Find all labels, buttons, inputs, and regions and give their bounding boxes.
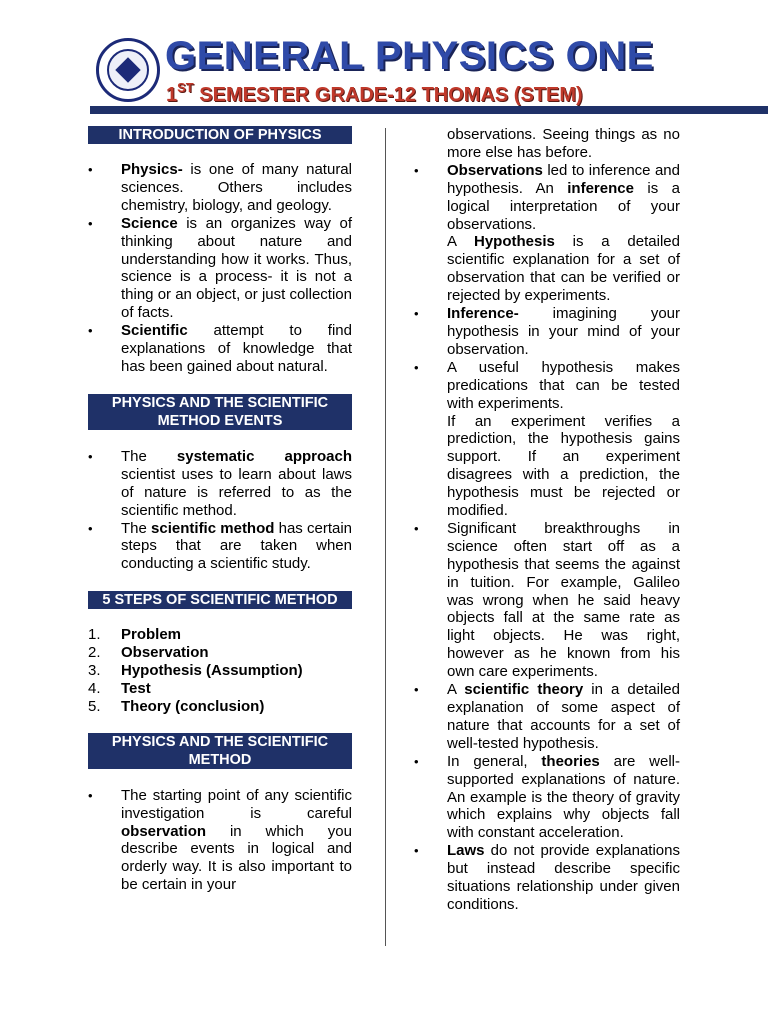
list-item: [88, 448, 352, 520]
term-text: attempt to find explanations of knowledge that has been gained about natural.: [121, 322, 352, 375]
term-text: in which you describe events in logical and orderly way. It is also important to be certain in your: [121, 822, 352, 894]
left-column: [88, 126, 352, 894]
continued-text: observations. Seeing things as no more else has before.: [447, 126, 680, 161]
list-item: [88, 520, 352, 574]
step-label: Test: [121, 679, 151, 697]
term-bold: Science: [121, 214, 178, 232]
document-subtitle: [166, 76, 583, 107]
section-heading-method: PHYSICS AND THE SCIENTIFIC METHOD: [88, 733, 352, 769]
subtitle-superscript: ST: [177, 80, 194, 95]
right-list-a: [414, 162, 680, 234]
list-item: [414, 681, 680, 753]
term-text: is one of many natural sciences. Others includes chemistry, biology, and geology.: [121, 161, 352, 214]
step-label: Observation: [121, 644, 209, 662]
term-bold: Scientific: [121, 322, 188, 340]
term-text: is an organizes way of thinking about nature and understanding how it works. Thus, science is a process- it is not a thing or an object, or just collection of facts.: [121, 214, 352, 322]
item-pre: The: [121, 519, 152, 537]
list-item: [414, 753, 680, 843]
term-bold: Hypothesis: [473, 233, 555, 251]
list-item: [414, 842, 680, 914]
term-text: has certain steps that are taken when conducting a scientific study.: [121, 519, 353, 573]
step-item: [88, 626, 352, 644]
item-pre: A: [447, 681, 465, 699]
term-text: scientist uses to learn about laws of nature is referred to as the scientific method.: [121, 465, 352, 519]
school-seal-logo: [96, 38, 160, 102]
right-list-b: [414, 305, 680, 412]
list-item: [88, 161, 352, 215]
method-list: [88, 787, 352, 894]
right-list-c: [414, 520, 680, 914]
list-item: [414, 520, 680, 681]
step-number: 1.: [88, 626, 101, 644]
term-text: do not provide explanations but instead describe specific situations relationship under given conditions.: [447, 842, 680, 913]
step-label: Theory (conclusion): [121, 697, 265, 715]
section-heading-intro: INTRODUCTION OF PHYSICS: [88, 126, 352, 144]
list-item: [88, 322, 352, 376]
list-item: [88, 787, 352, 894]
events-list: [88, 448, 352, 573]
term-bold: Physics-: [121, 161, 183, 178]
term-bold: Inference-: [447, 305, 519, 323]
term-bold: inference: [567, 179, 634, 197]
term-text: led to inference and hypothesis. An: [447, 161, 680, 197]
header-rule: [90, 106, 768, 114]
step-number: 3.: [88, 662, 101, 680]
list-item: [414, 162, 680, 234]
item-pre: The: [121, 447, 177, 465]
step-item: [88, 698, 352, 716]
steps-list: [88, 626, 352, 716]
item-pre: The starting point of any scientific investigation is careful: [121, 786, 352, 822]
seal-emblem-icon: [115, 57, 140, 82]
step-number: 4.: [88, 679, 101, 697]
seal-inner-ring: [107, 49, 149, 91]
column-divider: [385, 128, 386, 946]
right-column: [414, 126, 680, 914]
step-item: [88, 662, 352, 680]
page-header: [0, 0, 768, 112]
term-bold: scientific method: [151, 519, 275, 537]
term-bold: Observations: [447, 161, 543, 179]
step-item: [88, 680, 352, 698]
term-bold: systematic approach: [176, 447, 352, 465]
subtitle-rest: SEMESTER GRADE-12 THOMAS (STEM): [193, 84, 583, 106]
term-text: A useful hypothesis makes predications that can be tested with experiments.: [447, 358, 680, 412]
step-number: 5.: [88, 697, 101, 715]
term-text: is a detailed scientific explanation for a set of observation that can be verified or rejected by experiments.: [447, 233, 680, 305]
term-text: in a detailed explanation of some aspect of nature that accounts for a set of well-tested hypothesis.: [447, 681, 680, 752]
term-bold: observation: [121, 822, 207, 840]
subtitle-ordinal: 1: [166, 84, 178, 106]
term-text: is a logical interpretation of your observations.: [447, 179, 681, 233]
verify-paragraph: If an experiment verifies a prediction, the hypothesis gains support. If an experiment disagrees with a prediction, the hypothesis must be rejected or modified.: [447, 412, 680, 520]
term-bold: theories: [541, 752, 600, 770]
term-text: imagining your hypothesis in your mind of your observation.: [447, 305, 680, 358]
item-pre: A: [447, 233, 474, 251]
section-heading-steps: 5 STEPS OF SCIENTIFIC METHOD: [88, 591, 352, 609]
document-title: GENERAL PHYSICS ONE: [165, 34, 654, 78]
list-item: [414, 305, 680, 359]
list-item: [88, 215, 352, 322]
list-item: [414, 359, 680, 413]
intro-list: [88, 161, 352, 376]
term-bold: scientific theory: [464, 681, 584, 699]
step-label: Problem: [121, 626, 182, 644]
term-text: Significant breakthroughs in science often start off as a hypothesis that seems the against in tuition. For example, Galileo was wrong when he said heavy objects fall at the same rate as light objects. He was right, however as he known from his own care experiments.: [447, 519, 680, 681]
hypothesis-paragraph: [414, 233, 680, 305]
term-text: are well-supported explanations of nature. An example is the theory of gravity which explains why objects fall with constant acceleration.: [447, 752, 680, 842]
step-label: Hypothesis (Assumption): [121, 662, 303, 680]
item-pre: In general,: [447, 752, 542, 770]
term-bold: Laws: [447, 842, 485, 860]
section-heading-events: PHYSICS AND THE SCIENTIFIC METHOD EVENTS: [88, 394, 352, 430]
step-number: 2.: [88, 644, 101, 662]
step-item: [88, 644, 352, 662]
